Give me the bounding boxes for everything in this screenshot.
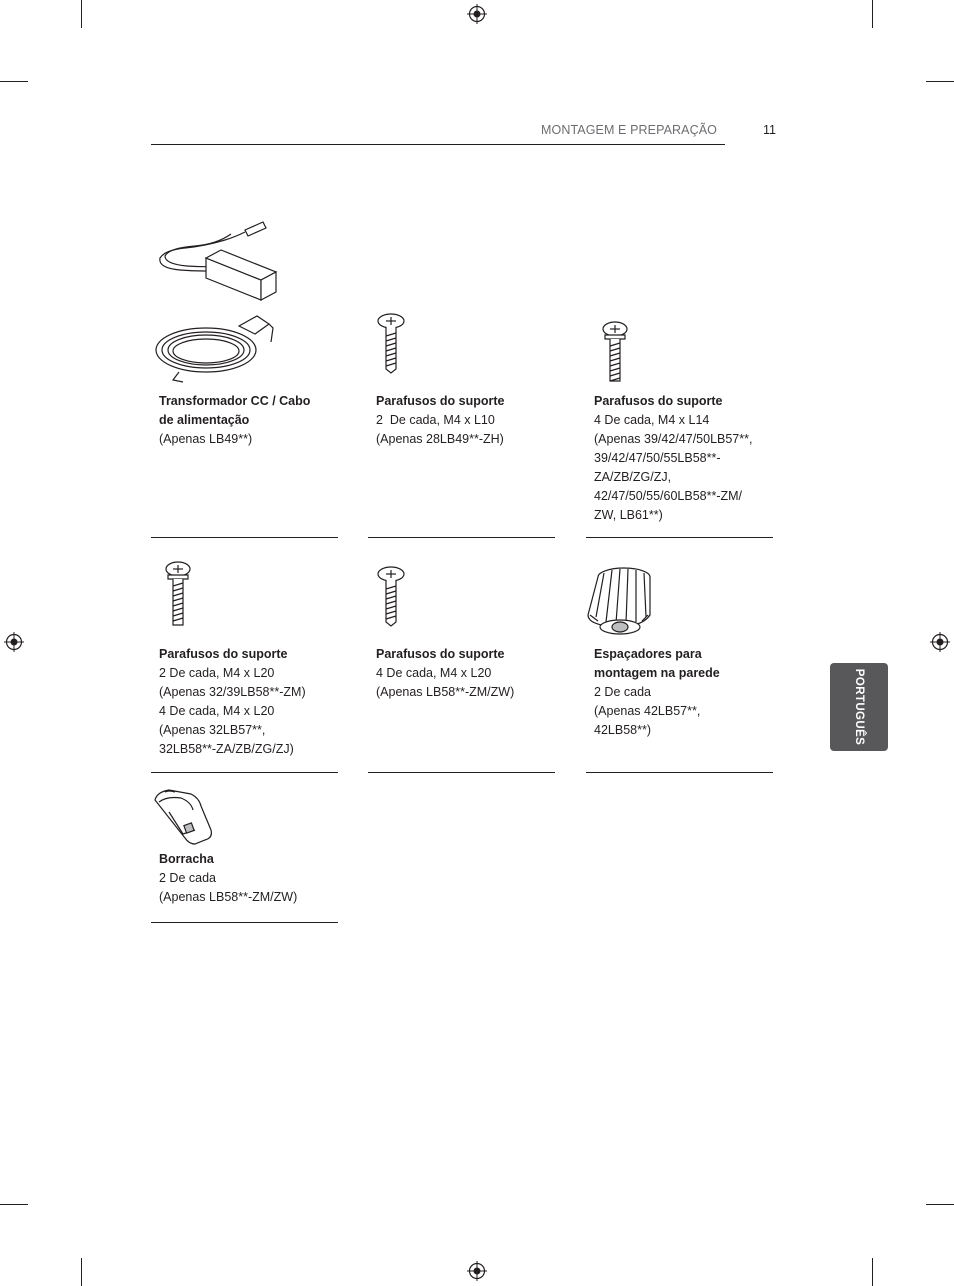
item-divider [586,537,773,538]
wall-spacer-icon [586,565,654,639]
registration-mark-icon [467,4,487,24]
item-detail: (Apenas 42LB57**, [594,704,701,718]
header-divider [151,144,725,145]
screw-icon [376,565,406,627]
item-detail: (Apenas 28LB49**-ZH) [376,432,504,446]
item-name: Borracha [159,852,214,866]
item-detail: 39/42/47/50/55LB58**- [594,451,721,465]
item-detail: 42LB58**) [594,723,651,737]
item-name: Transformador CC / Cabo [159,394,311,408]
crop-mark [872,0,873,28]
screw-icon [600,320,630,386]
item-name: Parafusos do suporte [159,647,288,661]
item-divider [368,537,555,538]
crop-mark [872,1258,873,1286]
registration-mark-icon [4,632,24,652]
item-detail: (Apenas LB58**-ZM/ZW) [376,685,515,699]
item-detail: 32LB58**-ZA/ZB/ZG/ZJ) [159,742,294,756]
item-name: montagem na parede [594,666,720,680]
screw-icon [163,560,193,630]
registration-mark-icon [467,1261,487,1281]
item-detail: 4 De cada, M4 x L14 [594,413,710,427]
item-detail: (Apenas LB58**-ZM/ZW) [159,890,298,904]
item-detail: 2 De cada [159,871,216,885]
item-name: Parafusos do suporte [594,394,723,408]
crop-mark [926,1204,954,1205]
item-detail: 2 De cada, M4 x L20 [159,666,275,680]
crop-mark [926,81,954,82]
screw-icon [376,312,406,374]
item-divider [368,772,555,773]
page-number: 11 [763,123,776,137]
item-detail: ZA/ZB/ZG/ZJ, [594,470,672,484]
item-detail: 4 De cada, M4 x L20 [159,704,275,718]
item-detail: ZW, LB61**) [594,508,663,522]
item-divider [151,772,338,773]
item-divider [586,772,773,773]
item-detail: 2 De cada [594,685,651,699]
crop-mark [0,81,28,82]
crop-mark [81,1258,82,1286]
item-detail: (Apenas 32/39LB58**-ZM) [159,685,306,699]
item-name: de alimentação [159,413,250,427]
item-name: Parafusos do suporte [376,647,505,661]
language-tab [830,663,888,751]
item-divider [151,537,338,538]
item-name: Parafusos do suporte [376,394,505,408]
item-name: Espaçadores para [594,647,702,661]
item-divider [151,922,338,923]
item-detail: (Apenas 32LB57**, [159,723,266,737]
adapter-cable-icon [151,210,281,388]
item-detail: 4 De cada, M4 x L20 [376,666,492,680]
item-detail: (Apenas LB49**) [159,432,253,446]
registration-mark-icon [930,632,950,652]
item-detail: (Apenas 39/42/47/50LB57**, [594,432,753,446]
crop-mark [81,0,82,28]
item-detail: 2 De cada, M4 x L10 [376,413,495,427]
section-title: MONTAGEM E PREPARAÇÃO [541,123,717,137]
language-tab-label: PORTUGUÊS [853,668,865,746]
item-detail: 42/47/50/55/60LB58**-ZM/ [594,489,743,503]
crop-mark [0,1204,28,1205]
rubber-icon [151,788,213,846]
